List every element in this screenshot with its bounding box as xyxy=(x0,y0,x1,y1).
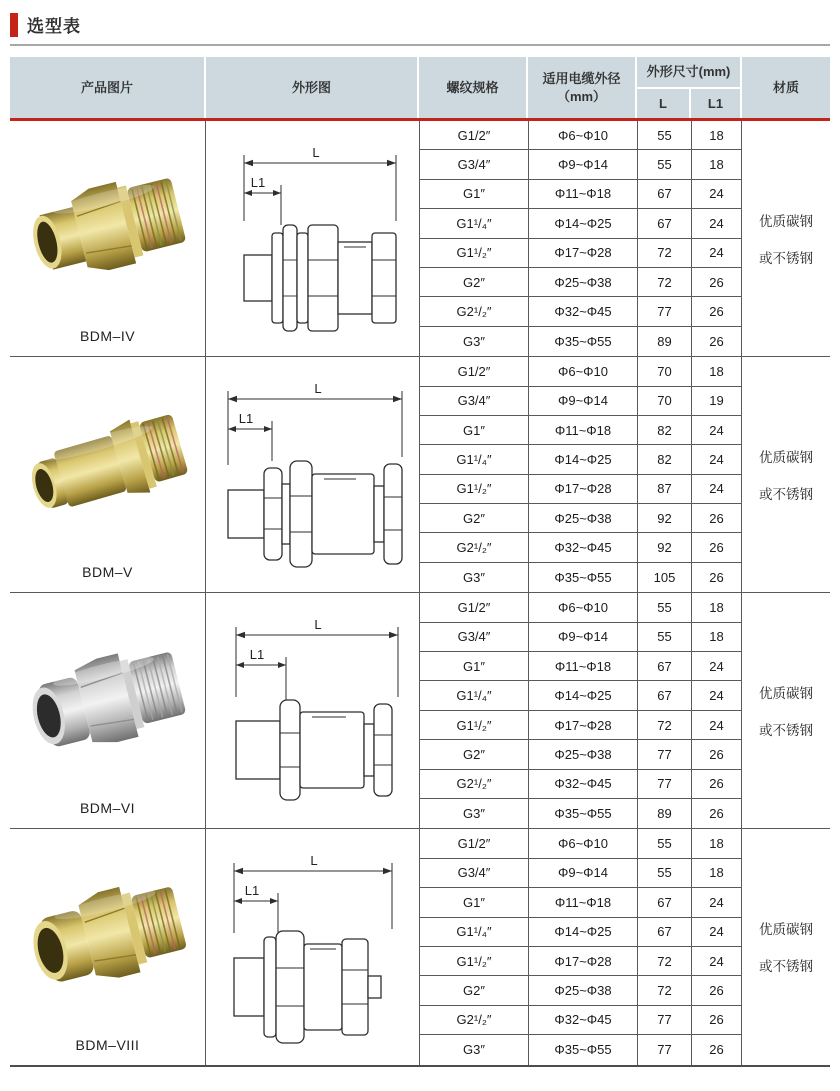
thread-spec-cell: G1/2″ xyxy=(419,829,528,858)
product-cell xyxy=(10,357,206,592)
thread-spec-cell: G3/4″ xyxy=(419,150,528,179)
cable-od-cell: Φ25~Φ38 xyxy=(528,268,637,297)
dim-l1-cell: 26 xyxy=(691,740,742,769)
table-header xyxy=(10,57,830,121)
thread-spec-cell: G1″ xyxy=(419,180,528,209)
product-cell xyxy=(10,829,206,1064)
material-cell xyxy=(742,357,830,592)
cable-od-cell: Φ11~Φ18 xyxy=(528,180,637,209)
dim-l1-cell: 18 xyxy=(691,593,742,622)
material-cell xyxy=(742,121,830,356)
thread-spec-cell: G2″ xyxy=(419,504,528,533)
cable-od-cell: Φ17~Φ28 xyxy=(528,239,637,268)
thread-spec-cell: G3/4″ xyxy=(419,623,528,652)
cable-od-cell: Φ11~Φ18 xyxy=(528,652,637,681)
dim-l-cell: 67 xyxy=(637,918,691,947)
dim-l-cell: 72 xyxy=(637,976,691,1005)
thread-spec-cell: G3″ xyxy=(419,563,528,592)
product-model: BDM–V xyxy=(82,564,133,581)
material-cell xyxy=(742,829,830,1064)
thread-spec-cell: G1/2″ xyxy=(419,357,528,386)
dim-l1-cell: 24 xyxy=(691,652,742,681)
dim-l1-cell: 18 xyxy=(691,859,742,888)
cable-od-cell: Φ6~Φ10 xyxy=(528,593,637,622)
cable-od-cell: Φ17~Φ28 xyxy=(528,947,637,976)
product-model: BDM–VIII xyxy=(75,1036,140,1053)
product-photo-wrap xyxy=(10,357,205,564)
dim-l-cell: 55 xyxy=(637,859,691,888)
thread-spec-cell: G2¹/₂″ xyxy=(419,770,528,799)
dim-l-cell: 77 xyxy=(637,1035,691,1064)
material-line1: 优质碳钢 xyxy=(759,922,813,938)
cable-od-cell: Φ6~Φ10 xyxy=(528,829,637,858)
col-header-product-image: 产品图片 xyxy=(10,57,206,118)
table-body xyxy=(10,121,830,1067)
dim-l-cell: 72 xyxy=(637,947,691,976)
material-line2: 或不锈钢 xyxy=(759,723,813,739)
thread-spec-cell: G1¹/₄″ xyxy=(419,445,528,474)
dim-label-l1: L1 xyxy=(249,646,265,662)
cable-od-cell: Φ14~Φ25 xyxy=(528,918,637,947)
material-cell xyxy=(742,593,830,828)
dim-l-cell: 77 xyxy=(637,297,691,326)
dim-l-cell: 89 xyxy=(637,327,691,356)
material-line1: 优质碳钢 xyxy=(759,214,813,230)
thread-spec-cell: G1¹/₄″ xyxy=(419,681,528,710)
dim-l-cell: 72 xyxy=(637,711,691,740)
outline-drawing xyxy=(206,365,419,585)
cable-od-cell: Φ32~Φ45 xyxy=(528,533,637,562)
dim-l1-cell: 24 xyxy=(691,681,742,710)
material-line1: 优质碳钢 xyxy=(759,686,813,702)
dim-l1-cell: 18 xyxy=(691,623,742,652)
outline-drawing xyxy=(206,129,419,349)
dim-l1-cell: 24 xyxy=(691,475,742,504)
col-header-dim-l: L xyxy=(637,87,691,118)
col-header-dim-l1: L1 xyxy=(691,87,742,118)
dim-l1-cell: 26 xyxy=(691,327,742,356)
product-group-bdm-vi xyxy=(10,592,830,828)
cable-od-cell: Φ14~Φ25 xyxy=(528,209,637,238)
dim-l1-cell: 18 xyxy=(691,121,742,150)
outline-drawing-cell xyxy=(206,593,419,828)
product-photo-wrap xyxy=(10,593,205,800)
col-header-material: 材质 xyxy=(742,57,830,118)
thread-spec-cell: G1¹/₄″ xyxy=(419,209,528,238)
thread-spec-cell: G2¹/₂″ xyxy=(419,1006,528,1035)
product-photo-brass-gland xyxy=(22,859,194,1007)
cable-od-cell: Φ25~Φ38 xyxy=(528,504,637,533)
thread-spec-cell: G3″ xyxy=(419,799,528,828)
cable-od-cell: Φ17~Φ28 xyxy=(528,711,637,740)
selection-table xyxy=(10,57,830,1067)
thread-spec-cell: G1¹/₂″ xyxy=(419,711,528,740)
col-header-cable-od-line1: 适用电缆外径 xyxy=(542,70,621,86)
cable-od-cell: Φ35~Φ55 xyxy=(528,1035,637,1064)
cable-od-cell: Φ11~Φ18 xyxy=(528,888,637,917)
dim-l-cell: 92 xyxy=(637,504,691,533)
outline-drawing xyxy=(206,837,419,1057)
cable-od-cell: Φ9~Φ14 xyxy=(528,150,637,179)
cable-od-cell: Φ14~Φ25 xyxy=(528,445,637,474)
dim-l1-cell: 19 xyxy=(691,387,742,416)
section-title-bar xyxy=(10,12,830,46)
dim-l1-cell: 26 xyxy=(691,563,742,592)
dim-l-cell: 70 xyxy=(637,387,691,416)
dim-l1-cell: 24 xyxy=(691,711,742,740)
dim-l1-cell: 24 xyxy=(691,445,742,474)
dim-l-cell: 55 xyxy=(637,150,691,179)
dim-l-cell: 67 xyxy=(637,681,691,710)
thread-spec-cell: G1″ xyxy=(419,416,528,445)
cable-od-cell: Φ32~Φ45 xyxy=(528,770,637,799)
cable-od-cell: Φ9~Φ14 xyxy=(528,623,637,652)
dim-l1-cell: 24 xyxy=(691,239,742,268)
title-accent-bar xyxy=(10,13,18,37)
thread-spec-cell: G2″ xyxy=(419,740,528,769)
dim-l1-cell: 24 xyxy=(691,180,742,209)
cable-od-cell: Φ6~Φ10 xyxy=(528,121,637,150)
dim-l-cell: 55 xyxy=(637,829,691,858)
cable-od-cell: Φ6~Φ10 xyxy=(528,357,637,386)
page-title: 选型表 xyxy=(27,17,81,36)
outline-drawing-cell xyxy=(206,121,419,356)
dim-l-cell: 105 xyxy=(637,563,691,592)
dim-l-cell: 67 xyxy=(637,652,691,681)
product-group-bdm-viii xyxy=(10,828,830,1064)
cable-od-cell: Φ35~Φ55 xyxy=(528,327,637,356)
dim-l1-cell: 26 xyxy=(691,1006,742,1035)
product-group-bdm-v xyxy=(10,356,830,592)
thread-spec-cell: G3/4″ xyxy=(419,387,528,416)
dim-label-l1: L1 xyxy=(238,410,254,426)
cable-od-cell: Φ32~Φ45 xyxy=(528,297,637,326)
product-group-bdm-iv xyxy=(10,121,830,356)
col-header-thread-spec: 螺纹规格 xyxy=(419,57,528,118)
outline-drawing-cell xyxy=(206,829,419,1064)
dim-l-cell: 67 xyxy=(637,209,691,238)
dim-l-cell: 77 xyxy=(637,1006,691,1035)
cable-od-cell: Φ25~Φ38 xyxy=(528,740,637,769)
thread-spec-cell: G2¹/₂″ xyxy=(419,297,528,326)
product-photo-wrap xyxy=(10,829,205,1036)
dim-l1-cell: 24 xyxy=(691,416,742,445)
cable-od-cell: Φ25~Φ38 xyxy=(528,976,637,1005)
dim-l1-cell: 26 xyxy=(691,297,742,326)
product-model: BDM–IV xyxy=(79,328,136,345)
cable-od-cell: Φ9~Φ14 xyxy=(528,859,637,888)
dim-label-l1: L1 xyxy=(250,174,266,190)
dim-l1-cell: 26 xyxy=(691,799,742,828)
dim-l-cell: 82 xyxy=(637,416,691,445)
product-photo-brass-gland xyxy=(22,387,194,535)
dim-l1-cell: 26 xyxy=(691,533,742,562)
col-header-cable-od-line2: （mm） xyxy=(556,88,607,104)
dim-l-cell: 55 xyxy=(637,121,691,150)
dim-l1-cell: 24 xyxy=(691,947,742,976)
dim-l1-cell: 26 xyxy=(691,504,742,533)
material-line1: 优质碳钢 xyxy=(759,450,813,466)
dim-l-cell: 82 xyxy=(637,445,691,474)
thread-spec-cell: G2¹/₂″ xyxy=(419,533,528,562)
product-model: BDM–VI xyxy=(79,800,136,817)
cable-od-cell: Φ11~Φ18 xyxy=(528,416,637,445)
dim-label-l: L xyxy=(312,144,320,160)
col-header-dimensions: 外形尺寸(mm) xyxy=(637,57,742,87)
dim-l1-cell: 26 xyxy=(691,268,742,297)
thread-spec-cell: G3″ xyxy=(419,327,528,356)
dim-l1-cell: 24 xyxy=(691,918,742,947)
thread-spec-cell: G1/2″ xyxy=(419,121,528,150)
thread-spec-cell: G1¹/₂″ xyxy=(419,239,528,268)
material-line2: 或不锈钢 xyxy=(759,251,813,267)
dim-l-cell: 67 xyxy=(637,888,691,917)
dim-l-cell: 55 xyxy=(637,593,691,622)
dim-l-cell: 87 xyxy=(637,475,691,504)
dim-label-l: L xyxy=(314,380,322,396)
dim-l-cell: 70 xyxy=(637,357,691,386)
cable-od-cell: Φ32~Φ45 xyxy=(528,1006,637,1035)
thread-spec-cell: G1¹/₄″ xyxy=(419,918,528,947)
dim-l-cell: 55 xyxy=(637,623,691,652)
dim-l-cell: 89 xyxy=(637,799,691,828)
dim-l1-cell: 26 xyxy=(691,770,742,799)
col-header-outline: 外形图 xyxy=(206,57,419,118)
cable-od-cell: Φ35~Φ55 xyxy=(528,563,637,592)
dim-l-cell: 77 xyxy=(637,770,691,799)
dim-l-cell: 72 xyxy=(637,268,691,297)
dim-l1-cell: 24 xyxy=(691,209,742,238)
cable-od-cell: Φ9~Φ14 xyxy=(528,387,637,416)
material-line2: 或不锈钢 xyxy=(759,487,813,503)
outline-drawing-cell xyxy=(206,357,419,592)
thread-spec-cell: G3/4″ xyxy=(419,859,528,888)
thread-spec-cell: G1¹/₂″ xyxy=(419,947,528,976)
product-photo-wrap xyxy=(10,121,205,328)
dim-l1-cell: 26 xyxy=(691,976,742,1005)
thread-spec-cell: G1″ xyxy=(419,888,528,917)
dim-l1-cell: 24 xyxy=(691,888,742,917)
dim-label-l: L xyxy=(310,852,318,868)
dim-label-l1: L1 xyxy=(244,882,260,898)
product-cell xyxy=(10,121,206,356)
dim-l1-cell: 26 xyxy=(691,1035,742,1064)
thread-spec-cell: G2″ xyxy=(419,268,528,297)
product-photo-steel-gland xyxy=(22,623,194,771)
dim-l-cell: 77 xyxy=(637,740,691,769)
cable-od-cell: Φ17~Φ28 xyxy=(528,475,637,504)
dim-label-l: L xyxy=(314,616,322,632)
material-line2: 或不锈钢 xyxy=(759,959,813,975)
dim-l1-cell: 18 xyxy=(691,829,742,858)
thread-spec-cell: G1/2″ xyxy=(419,593,528,622)
outline-drawing xyxy=(206,601,419,821)
col-header-cable-od xyxy=(528,57,637,118)
product-cell xyxy=(10,593,206,828)
thread-spec-cell: G3″ xyxy=(419,1035,528,1064)
dim-l-cell: 67 xyxy=(637,180,691,209)
dim-l-cell: 72 xyxy=(637,239,691,268)
thread-spec-cell: G1¹/₂″ xyxy=(419,475,528,504)
dim-l1-cell: 18 xyxy=(691,357,742,386)
dim-l-cell: 92 xyxy=(637,533,691,562)
cable-od-cell: Φ35~Φ55 xyxy=(528,799,637,828)
thread-spec-cell: G2″ xyxy=(419,976,528,1005)
dim-l1-cell: 18 xyxy=(691,150,742,179)
product-photo-brass-gland xyxy=(22,151,194,299)
thread-spec-cell: G1″ xyxy=(419,652,528,681)
cable-od-cell: Φ14~Φ25 xyxy=(528,681,637,710)
